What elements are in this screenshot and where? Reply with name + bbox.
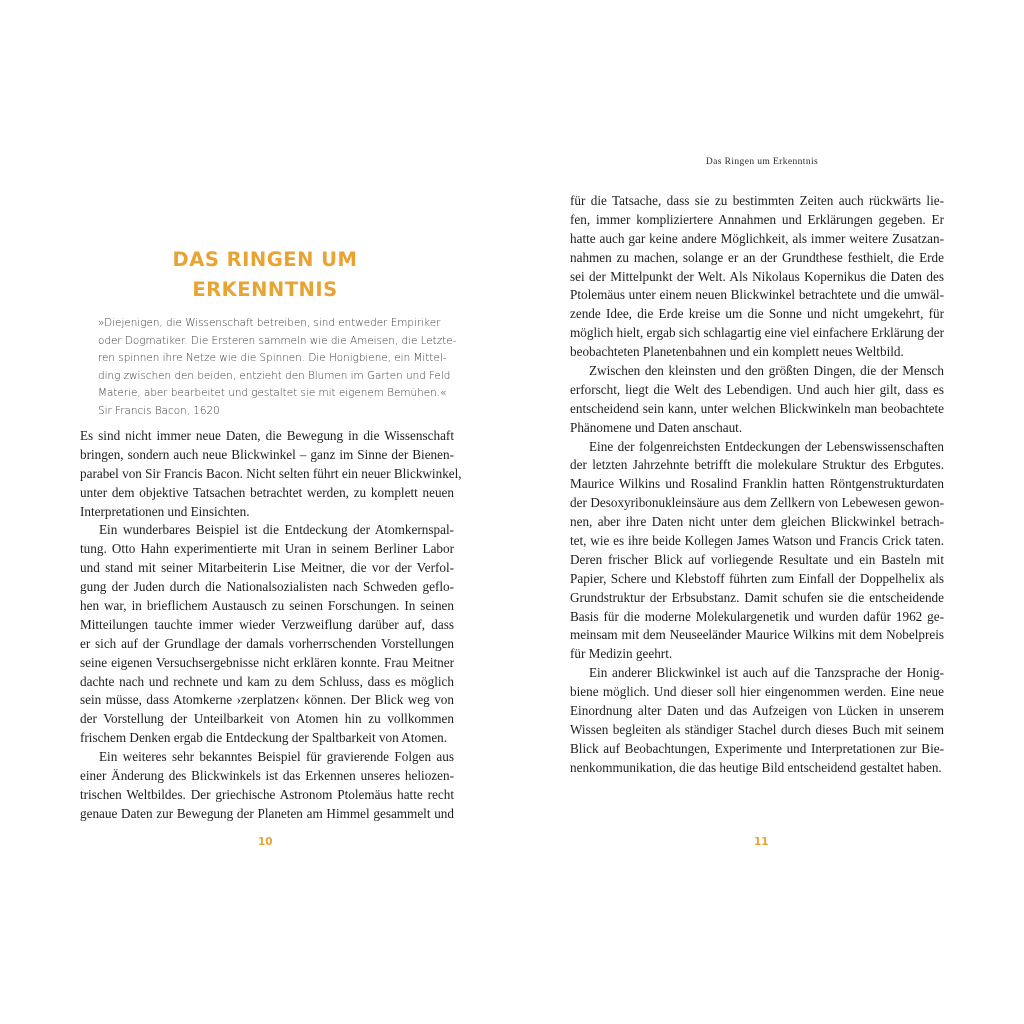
- text-line: Eine der folgenreichsten Entdeckungen der Lebenswissenschaften: [589, 438, 944, 454]
- epigraph-line: ren spinnen ihre Netze wie die Spinnen. Die Honigbiene, ein Mittel-: [98, 352, 447, 364]
- text-line: Basis für die moderne Molekulargenetik und wurden dafür 1962 ge-: [570, 608, 944, 624]
- page-number: 11: [754, 836, 769, 848]
- text-line: möglich hielt, ergab sich schlagartig eine viel einfachere Erklärung der: [570, 325, 944, 341]
- text-line: frischem Denken ergab die Entdeckung der Spaltbarkeit von Atomen.: [80, 730, 448, 746]
- body-text: [80, 427, 462, 824]
- text-line: fen, immer kompliziertere Annahmen und Erklärungen gegeben. Er: [570, 211, 944, 227]
- epigraph-line: Materie, aber bearbeitet und gestaltet sie mit eigenem Bemühen.«: [98, 387, 447, 399]
- title-line: DAS RINGEN UM: [172, 248, 358, 271]
- epigraph-line: ding zwischen den beiden, entzieht den Blumen im Garten und Feld: [98, 369, 451, 382]
- text-line: hen war, in brieflichem Austausch zu seinen Forschungen. In seinen: [80, 598, 454, 614]
- text-line: nenkommunikation, die das heutige Bild entscheidend gestaltet haben.: [570, 759, 942, 775]
- text-line: sein müsse, dass Atomkerne ›zerplatzen‹ können. Der Blick weg von: [80, 692, 454, 708]
- text-line: Einordnung alter Daten und das Aufzeigen von Lücken in unserem: [570, 703, 944, 719]
- text-line: Interpretationen und Einsichten.: [80, 503, 250, 519]
- epigraph-line: »Diejenigen, die Wissenschaft betreiben, sind entweder Empiriker: [98, 317, 441, 329]
- text-line: Papier, Schere und Klebstoff führten zum Einfall der Doppelhelix als: [570, 570, 944, 586]
- text-line: Phänomene und Daten anschaut.: [570, 419, 743, 435]
- chapter-title: [120, 245, 410, 305]
- text-line: Mitteilungen tauchte immer wieder Verzweiflung darüber auf, dass: [80, 616, 454, 632]
- text-line: für die Tatsache, dass sie zu bestimmten Zeiten auch rückwärts lie-: [570, 193, 944, 208]
- text-line: nen, aber ihre Daten nicht unter dem gleichen Blickwinkel betrach-: [570, 514, 944, 530]
- text-line: Ein wunderbares Beispiel ist die Entdeckung der Atomkernspal-: [99, 522, 454, 538]
- text-line: nahmen zu machen, solange er an der Grundthese festhielt, die Erde: [570, 249, 944, 265]
- text-line: Grundstruktur der Erbsubstanz. Damit schufen sie die entscheidende: [570, 589, 944, 605]
- text-line: genaue Daten zur Bewegung der Planeten am Himmel gesammelt und: [80, 805, 454, 821]
- text-line: Maurice Wilkins und Rosalind Franklin hatten Röntgenstrukturdaten: [570, 476, 944, 492]
- text-line: er sich auf der Grundlage der damals vorherrschenden Vorstellungen: [80, 635, 454, 651]
- running-head: Das Ringen um Erkenntnis: [705, 157, 819, 167]
- text-line: dachte nach und rechnete und kam zu dem Schluss, dass es möglich: [80, 673, 454, 689]
- text-line: einer Änderung des Blickwinkels ist das Erkennen unseres heliozen-: [80, 768, 454, 784]
- text-line: zende Idee, die Erde kreise um die Sonne und nicht umgekehrt, für: [570, 306, 944, 322]
- text-line: Blick auf Beobachtungen, Experimente und Interpretationen zur Bie-: [570, 740, 944, 756]
- text-line: Zwischen den kleinsten und den größten Dingen, die der Mensch: [589, 363, 944, 379]
- body-text: [570, 192, 944, 778]
- text-line: Es sind nicht immer neue Daten, die Bewegung in die Wissenschaft: [80, 428, 454, 443]
- title-line: ERKENNTNIS: [192, 278, 338, 301]
- text-line: entscheidend sein kann, unter welchen Blickwinkeln man beobachtete: [570, 400, 944, 416]
- text-line: der letzten Jahrzehnte betrifft die molekulare Struktur des Erbgutes.: [570, 457, 944, 473]
- text-line: unter dem objektive Tatsachen betrachtet werden, zu komplett neuen: [80, 484, 454, 500]
- text-line: gung der Juden durch die Nationalsozialisten nach Schweden geflo-: [80, 579, 454, 595]
- text-line: erforscht, liegt die Welt des Lebendigen. Und auch hier gilt, dass es: [570, 381, 944, 397]
- text-line: sei der Mittelpunkt der Welt. Als Nikolaus Kopernikus die Daten des: [570, 268, 944, 284]
- text-line: Deren frischer Blick auf vorliegende Resultate und ein Basteln mit: [570, 551, 944, 567]
- text-line: hatte auch gar keine andere Möglichkeit, als immer weitere Zusatzan-: [570, 230, 944, 246]
- text-line: biene möglich. Und dieser soll hier eingenommen werden. Eine neue: [570, 684, 944, 700]
- text-line: tung. Otto Hahn experimentierte mit Uran in seinem Berliner Labor: [80, 541, 454, 557]
- text-line: Ptolemäus unter einem neuen Blickwinkel betrachtete und die umwäl-: [570, 287, 944, 303]
- epigraph-line: oder Dogmatiker. Die Ersteren sammeln wie die Ameisen, die Letzte-: [98, 334, 457, 347]
- text-line: der Vorstellung der Unteilbarkeit von Atomen hin zu vollkommen: [80, 711, 454, 727]
- text-line: meinsam mit dem Neuseeländer Maurice Wilkins mit dem Nobelpreis: [570, 627, 944, 643]
- text-line: seine eigenen Versuchsergebnisse nicht erklären konnte. Frau Meitner: [80, 654, 454, 670]
- epigraph: [98, 315, 457, 420]
- text-line: der Desoxyribonukleinsäure aus dem Zellkern von Lebewesen gewon-: [570, 495, 944, 511]
- text-line: Ein anderer Blickwinkel ist auch auf die Tanzsprache der Honig-: [589, 665, 944, 681]
- text-line: beobachteten Planetenbahnen und ein komplett neues Weltbild.: [570, 344, 904, 360]
- text-line: tet, wie es ihre beide Kollegen James Watson und Francis Crick taten.: [570, 533, 944, 549]
- text-line: für Medizin geehrt.: [570, 646, 673, 662]
- page-number: 10: [258, 836, 273, 848]
- text-line: und stand mit seiner Mitarbeiterin Lise Meitner, die vor der Verfol-: [80, 560, 454, 576]
- text-line: Ein weiteres sehr bekanntes Beispiel für gravierende Folgen aus: [99, 749, 454, 765]
- text-line: parabel von Sir Francis Bacon. Nicht selten führt ein neuer Blickwinkel,: [80, 465, 462, 481]
- right-page: [512, 0, 1024, 1024]
- text-line: trischen Weltbildes. Der griechische Astronom Ptolemäus hatte recht: [80, 786, 454, 802]
- epigraph-attribution: Sir Francis Bacon, 1620: [98, 404, 220, 417]
- text-line: bringen, sondern auch neue Blickwinkel – ganz im Sinne der Bienen-: [80, 446, 454, 462]
- text-line: Wissen begleiten als ständiger Stachel durch dieses Buch mit seinem: [570, 721, 944, 737]
